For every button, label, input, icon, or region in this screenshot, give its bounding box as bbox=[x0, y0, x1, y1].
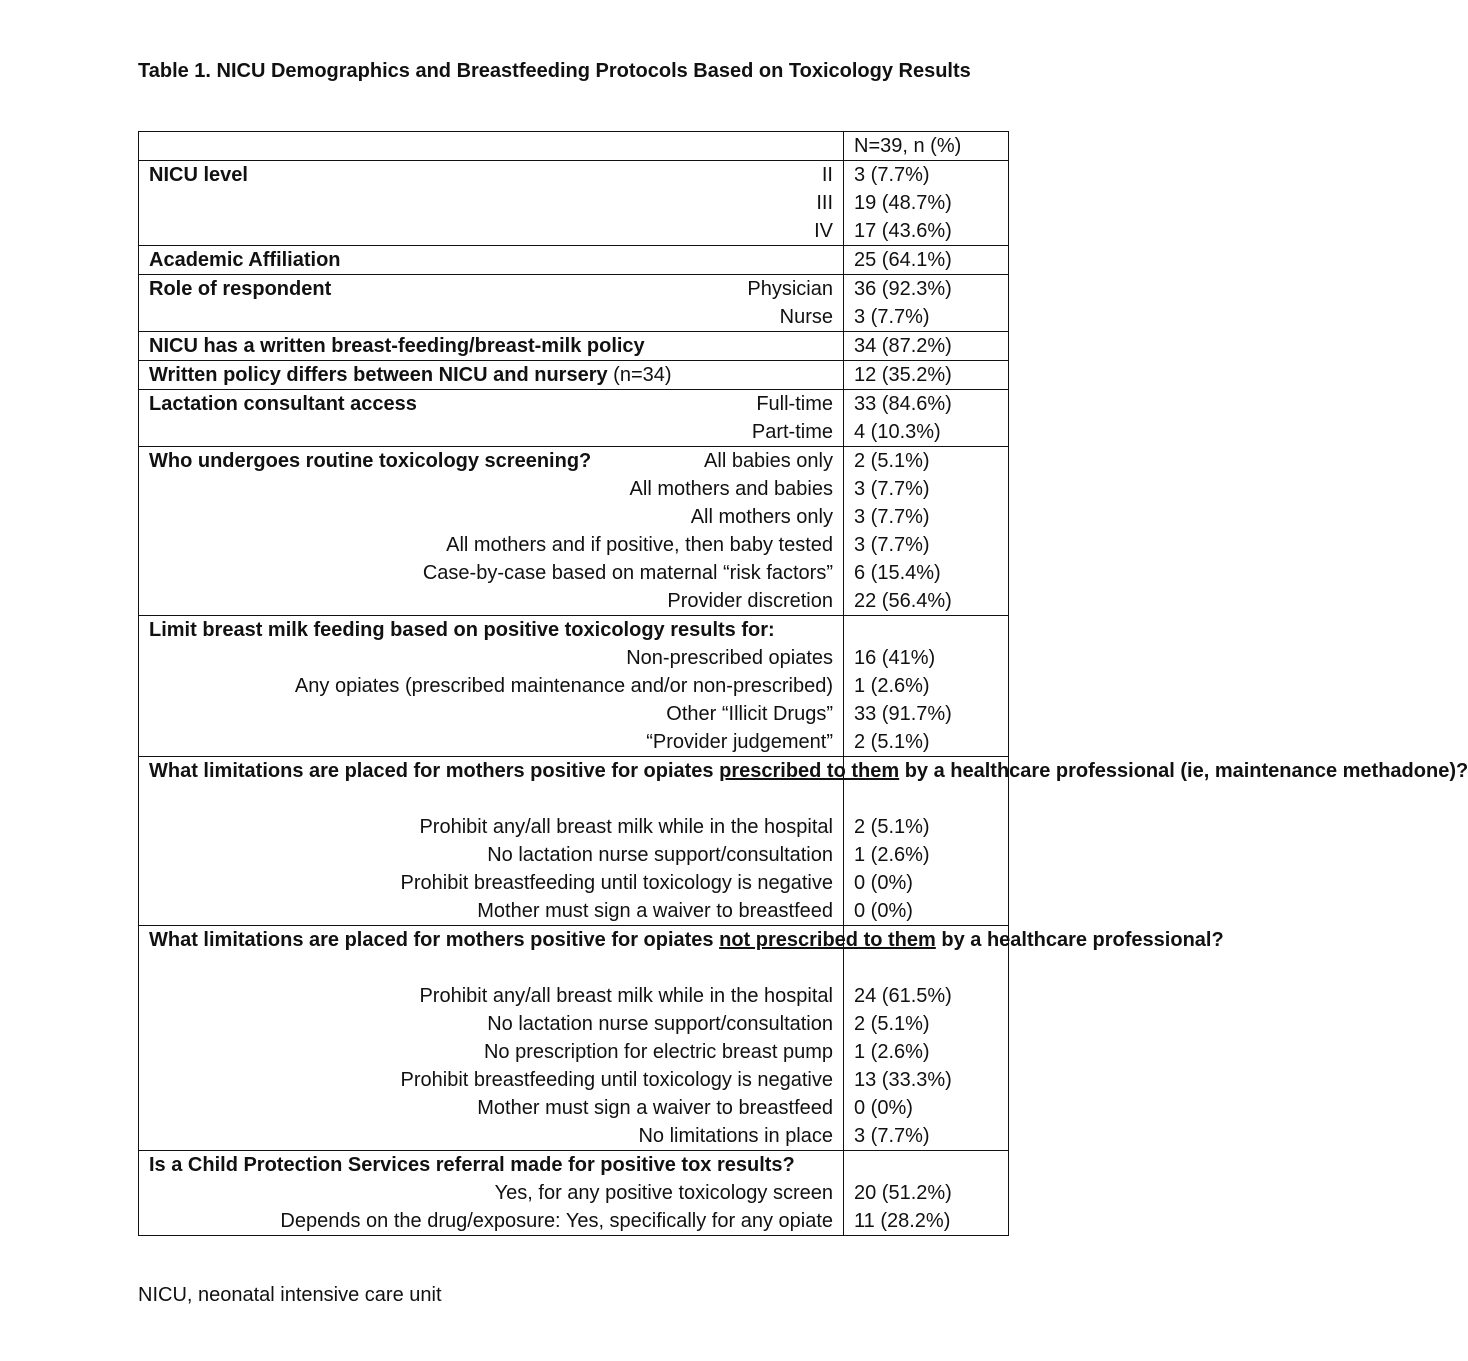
table-row bbox=[139, 616, 1009, 645]
table-row bbox=[139, 503, 1009, 531]
row-value: 2 (5.1%) bbox=[844, 1010, 1009, 1038]
row-label: NICU has a written breast-feeding/breast-milk policy bbox=[139, 332, 844, 361]
table-title: Table 1. NICU Demographics and Breastfeeding Protocols Based on Toxicology Results bbox=[138, 60, 971, 82]
row-value: 4 (10.3%) bbox=[844, 418, 1009, 447]
table-row bbox=[139, 246, 1009, 275]
table-row bbox=[139, 728, 1009, 757]
row-label: Is a Child Protection Services referral made for positive tox results? bbox=[139, 1151, 844, 1180]
row-sub: Non-prescribed opiates bbox=[139, 644, 844, 672]
table-row bbox=[139, 447, 1009, 476]
row-sub: Physician bbox=[747, 278, 833, 300]
row-sub: Depends on the drug/exposure: Yes, specifically for any opiate bbox=[139, 1207, 844, 1236]
row-note: (n=34) bbox=[607, 364, 672, 386]
table-row bbox=[139, 587, 1009, 616]
row-value: 0 (0%) bbox=[844, 1094, 1009, 1122]
table-row bbox=[139, 1122, 1009, 1151]
table-row bbox=[139, 926, 1009, 983]
row-sub: No lactation nurse support/consultation bbox=[139, 1010, 844, 1038]
row-label: Limit breast milk feeding based on positive toxicology results for: bbox=[139, 616, 844, 645]
row-label: Written policy differs between NICU and nursery bbox=[149, 364, 608, 386]
row-value: 2 (5.1%) bbox=[844, 728, 1009, 757]
footnote: NICU, neonatal intensive care unit bbox=[138, 1284, 442, 1306]
row-sub: Prohibit breastfeeding until toxicology is negative bbox=[139, 1066, 844, 1094]
row-sub: “Provider judgement” bbox=[139, 728, 844, 757]
row-value: 22 (56.4%) bbox=[844, 587, 1009, 616]
row-sub: IV bbox=[139, 217, 844, 246]
row-value: 3 (7.7%) bbox=[844, 161, 1009, 190]
table-row bbox=[139, 1094, 1009, 1122]
table-row bbox=[139, 390, 1009, 419]
row-label: NICU level bbox=[149, 164, 248, 186]
table-row bbox=[139, 841, 1009, 869]
table-row bbox=[139, 1207, 1009, 1236]
table-row bbox=[139, 897, 1009, 926]
table-row bbox=[139, 418, 1009, 447]
row-value: 19 (48.7%) bbox=[844, 189, 1009, 217]
row-sub: All mothers only bbox=[139, 503, 844, 531]
question-not-prescribed: What limitations are placed for mothers positive for opiates not prescribed to them by a healthcare professional? bbox=[139, 926, 844, 983]
row-value: 3 (7.7%) bbox=[844, 303, 1009, 332]
row-sub: III bbox=[139, 189, 844, 217]
row-sub: Other “Illicit Drugs” bbox=[139, 700, 844, 728]
table-row bbox=[139, 1151, 1009, 1180]
row-value: 1 (2.6%) bbox=[844, 841, 1009, 869]
table-row bbox=[139, 1066, 1009, 1094]
row-value: 3 (7.7%) bbox=[844, 531, 1009, 559]
row-sub: No prescription for electric breast pump bbox=[139, 1038, 844, 1066]
table-row bbox=[139, 275, 1009, 304]
row-value: 3 (7.7%) bbox=[844, 1122, 1009, 1151]
table-row bbox=[139, 475, 1009, 503]
row-sub: All mothers and babies bbox=[139, 475, 844, 503]
row-sub: Full-time bbox=[756, 393, 833, 415]
row-sub: No lactation nurse support/consultation bbox=[139, 841, 844, 869]
row-value: 36 (92.3%) bbox=[844, 275, 1009, 304]
table-row bbox=[139, 672, 1009, 700]
row-sub: All babies only bbox=[704, 450, 833, 472]
row-sub: Part-time bbox=[139, 418, 844, 447]
row-value: 2 (5.1%) bbox=[844, 447, 1009, 476]
table-row bbox=[139, 361, 1009, 390]
data-table bbox=[138, 131, 1468, 1236]
row-sub: Provider discretion bbox=[139, 587, 844, 616]
row-value: 34 (87.2%) bbox=[844, 332, 1009, 361]
table-row bbox=[139, 217, 1009, 246]
table-row bbox=[139, 700, 1009, 728]
row-sub: Mother must sign a waiver to breastfeed bbox=[139, 1094, 844, 1122]
table-row bbox=[139, 1010, 1009, 1038]
row-value: 1 (2.6%) bbox=[844, 1038, 1009, 1066]
row-value: 20 (51.2%) bbox=[844, 1179, 1009, 1207]
row-value: 3 (7.7%) bbox=[844, 503, 1009, 531]
row-value: 24 (61.5%) bbox=[844, 982, 1009, 1010]
row-sub: All mothers and if positive, then baby tested bbox=[139, 531, 844, 559]
table-row bbox=[139, 813, 1009, 841]
row-label: Lactation consultant access bbox=[149, 393, 417, 415]
row-sub: Prohibit any/all breast milk while in the hospital bbox=[139, 982, 844, 1010]
row-sub: II bbox=[821, 164, 833, 186]
row-value: 13 (33.3%) bbox=[844, 1066, 1009, 1094]
table-row bbox=[139, 1038, 1009, 1066]
table-row bbox=[139, 757, 1009, 814]
table-header-row bbox=[139, 132, 1009, 161]
table-row bbox=[139, 644, 1009, 672]
row-value: 0 (0%) bbox=[844, 897, 1009, 926]
row-label: Who undergoes routine toxicology screening? bbox=[149, 450, 592, 472]
row-value: 2 (5.1%) bbox=[844, 813, 1009, 841]
row-value: 12 (35.2%) bbox=[844, 361, 1009, 390]
table-row bbox=[139, 303, 1009, 332]
row-value: 11 (28.2%) bbox=[844, 1207, 1009, 1236]
row-sub: Any opiates (prescribed maintenance and/or non-prescribed) bbox=[139, 672, 844, 700]
table-row bbox=[139, 189, 1009, 217]
row-label: Academic Affiliation bbox=[139, 246, 844, 275]
row-sub: Case-by-case based on maternal “risk factors” bbox=[139, 559, 844, 587]
row-value: 3 (7.7%) bbox=[844, 475, 1009, 503]
row-sub: Prohibit any/all breast milk while in the hospital bbox=[139, 813, 844, 841]
table-row bbox=[139, 869, 1009, 897]
row-sub: Mother must sign a waiver to breastfeed bbox=[139, 897, 844, 926]
row-value: 16 (41%) bbox=[844, 644, 1009, 672]
table-row bbox=[139, 332, 1009, 361]
row-label: Role of respondent bbox=[149, 278, 332, 300]
row-sub: No limitations in place bbox=[139, 1122, 844, 1151]
table-row bbox=[139, 531, 1009, 559]
row-sub: Yes, for any positive toxicology screen bbox=[139, 1179, 844, 1207]
table-row bbox=[139, 161, 1009, 190]
table-row bbox=[139, 559, 1009, 587]
row-value: 33 (84.6%) bbox=[844, 390, 1009, 419]
table-row bbox=[139, 982, 1009, 1010]
row-value: 33 (91.7%) bbox=[844, 700, 1009, 728]
row-value: 25 (64.1%) bbox=[844, 246, 1009, 275]
row-value: 1 (2.6%) bbox=[844, 672, 1009, 700]
row-sub: Nurse bbox=[139, 303, 844, 332]
question-prescribed: What limitations are placed for mothers positive for opiates prescribed to them by a healthcare professional (ie, maintenance methadone)? bbox=[139, 757, 844, 814]
row-value: 0 (0%) bbox=[844, 869, 1009, 897]
row-sub: Prohibit breastfeeding until toxicology is negative bbox=[139, 869, 844, 897]
row-value: 17 (43.6%) bbox=[844, 217, 1009, 246]
row-value: 6 (15.4%) bbox=[844, 559, 1009, 587]
header-value: N=39, n (%) bbox=[844, 132, 1009, 161]
table-row bbox=[139, 1179, 1009, 1207]
